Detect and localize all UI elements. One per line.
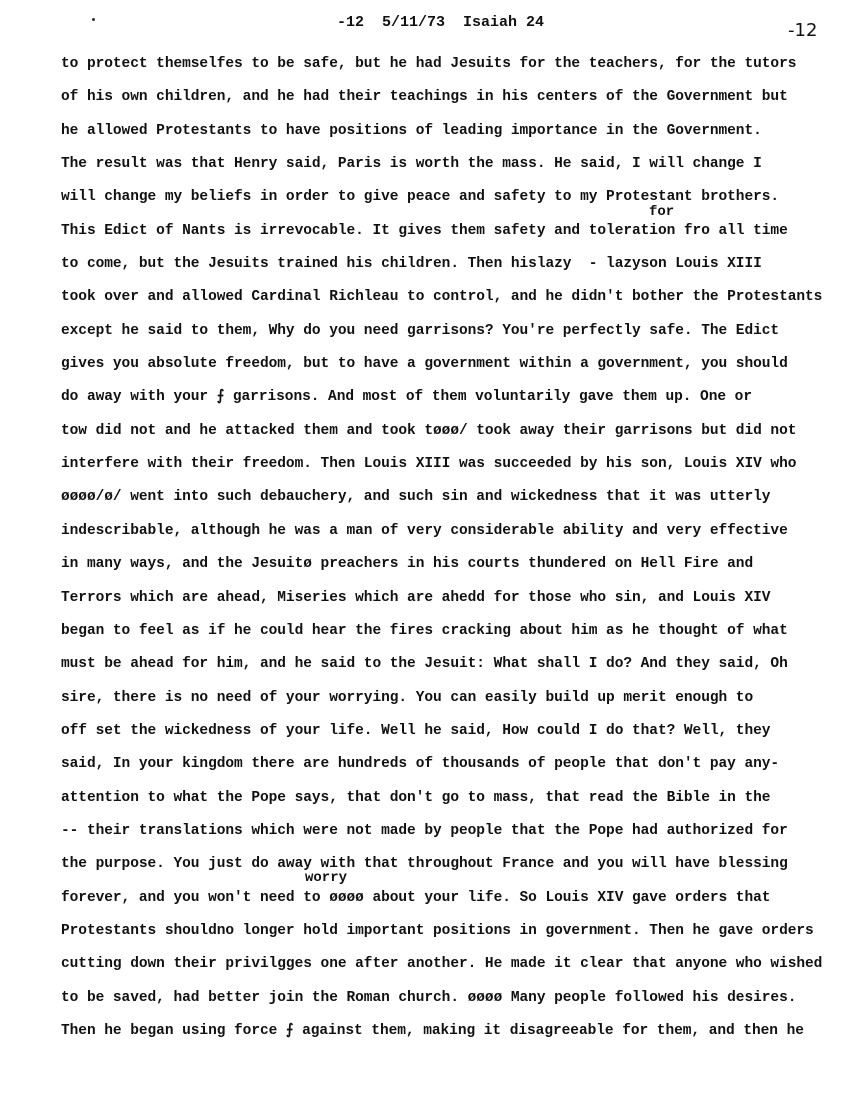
text-line: The result was that Henry said, Paris is worth the mass. He said, I will change I [61,156,762,173]
text-line: said, In your kingdom there are hundreds of thousands of people that don't pay any- [61,756,780,773]
document-body [61,52,851,1052]
stray-mark [92,18,95,21]
text-line: cutting down their privilgges one after another. He made it clear that anyone who wished [61,956,823,973]
page-header: -12 5/11/73 Isaiah 24 [337,14,545,31]
handwritten-page-number: -12 [788,20,818,41]
text-line: in many ways, and the Jesuitø preachers in his courts thundered on Hell Fire and [61,556,754,573]
text-line: of his own children, and he had their teachings in his centers of the Government but [61,89,788,106]
text-line: indescribable, although he was a man of very considerable ability and very effective [61,522,788,539]
text-line: Then he began using force ⨍ against them, making it disagreeable for them, and then he [61,1022,804,1039]
text-line: to protect themselfes to be safe, but he had Jesuits for the teachers, for the tutors [61,56,797,72]
interlinear-insert-worry: worry [305,870,348,886]
text-line: Protestants shouldno longer hold important positions in government. Then he gave orders [61,922,814,939]
text-line: interfere with their freedom. Then Louis XIII was succeeded by his son, Louis XIV who [61,456,797,473]
text-line: except he said to them, Why do you need garrisons? You're perfectly safe. The Edict [61,322,780,339]
text-line: Terrors which are ahead, Miseries which are ahedd for those who sin, and Louis XIV [61,589,771,606]
text-line: off set the wickedness of your life. Well he said, How could I do that? Well, they [61,722,771,739]
text-line: must be ahead for him, and he said to the Jesuit: What shall I do? And they said, Oh [61,656,788,673]
text-line: -- their translations which were not made by people that the Pope had authorized for [61,822,788,839]
text-line: began to feel as if he could hear the fires cracking about him as he thought of what [61,622,788,639]
text-line: the purpose. You just do away with that throughout France and you will have blessing [61,856,788,873]
text-line: will change my beliefs in order to give peace and safety to my Protestant brothers. [61,189,780,206]
text-line: sire, there is no need of your worrying. You can easily build up merit enough to [61,689,754,706]
text-line: to be saved, had better join the Roman church. øøøø Many people followed his desires. [61,989,797,1006]
text-line: øøøø/ø/ went into such debauchery, and such sin and wickedness that it was utterly [61,489,771,506]
text-line: to come, but the Jesuits trained his children. Then hislazy - lazyson Louis XIII [61,256,762,273]
text-line: took over and allowed Cardinal Richleau to control, and he didn't bother the Protestants [61,289,823,306]
text-line: do away with your ⨍ garrisons. And most of them voluntarily gave them up. One or [61,389,752,406]
text-line: gives you absolute freedom, but to have a government within a government, you should [61,356,788,373]
text-line: attention to what the Pope says, that don't go to mass, that read the Bible in the [61,789,771,806]
text-line: he allowed Protestants to have positions of leading importance in the Government. [61,122,762,139]
interlinear-insert-for: for [649,204,675,220]
text-line: forever, and you won't need to øøøø about your life. So Louis XIV gave orders that [61,889,771,906]
text-line: This Edict of Nants is irrevocable. It gives them safety and toleration fro all time [61,222,788,239]
text-line: tow did not and he attacked them and took tøøø/ took away their garrisons but did not [61,422,797,439]
